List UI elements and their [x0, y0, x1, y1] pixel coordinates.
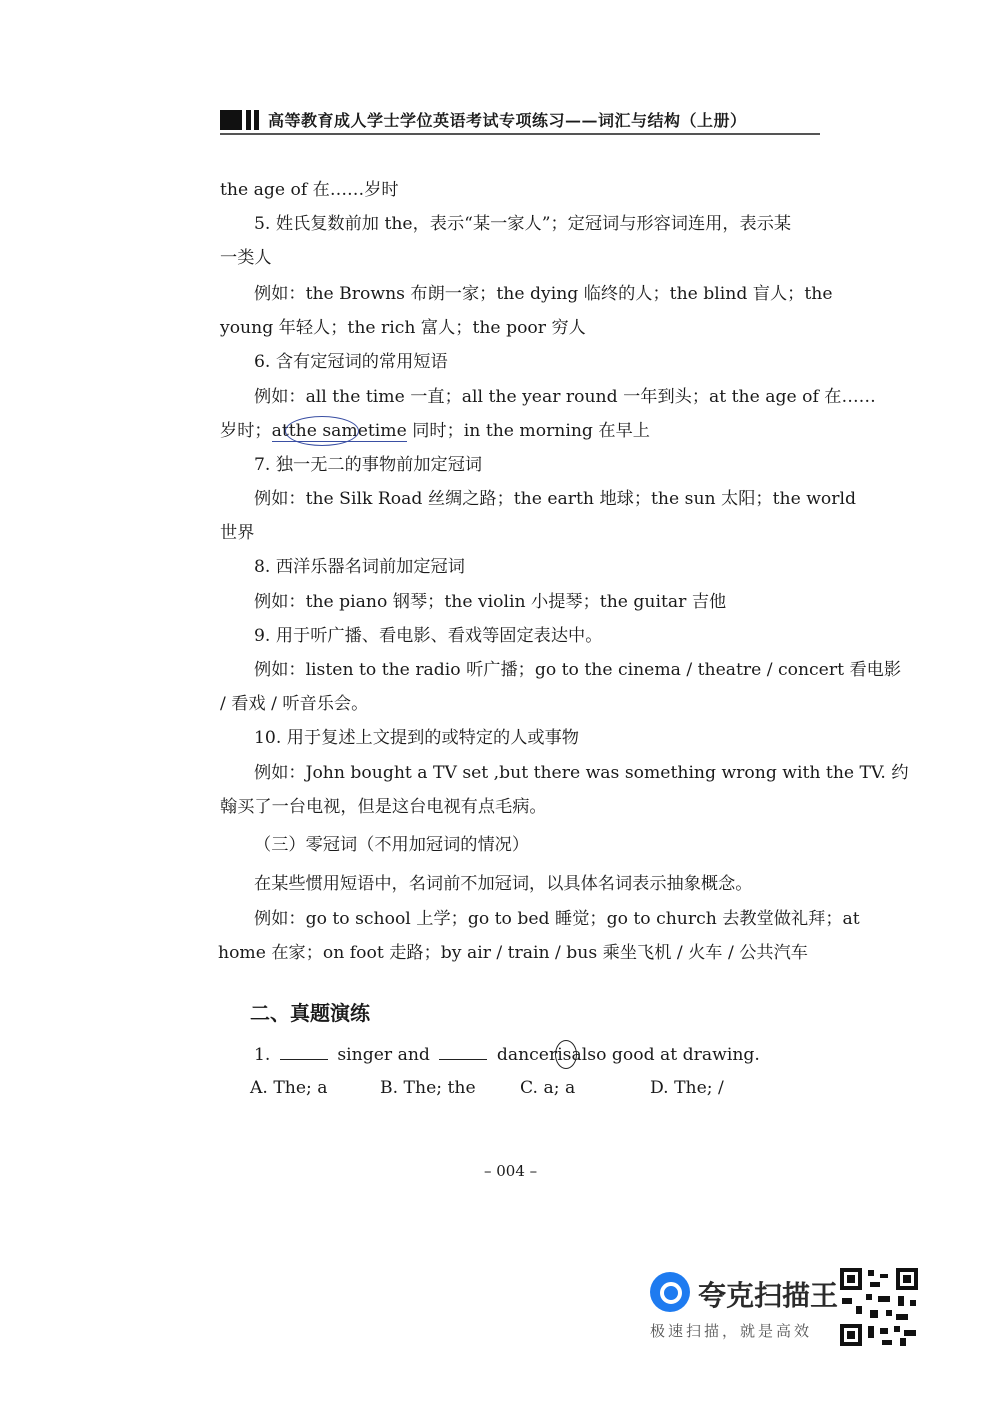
- header-title: 高等教育成人学士学位英语考试专项练习——词汇与结构（上册）: [268, 111, 747, 130]
- text-line: 9. 用于听广播、看电影、看戏等固定表达中。: [254, 626, 603, 646]
- text-line: 例如：listen to the radio 听广播；go to the cinema / theatre / concert 看电影: [254, 660, 902, 680]
- text-line: 7. 独一无二的事物前加定冠词: [254, 455, 483, 475]
- option-a[interactable]: A. The; a: [250, 1078, 328, 1098]
- option-b[interactable]: B. The; the: [380, 1078, 476, 1098]
- header-bar-mark: [254, 110, 259, 130]
- circled-word: [557, 1044, 571, 1066]
- option-c[interactable]: C. a; a: [520, 1078, 576, 1098]
- text-line: 例如：the Browns 布朗一家；the dying 临终的人；the blind 盲人；the: [254, 284, 833, 304]
- text-line-annotated: [220, 420, 650, 442]
- text-line: 10. 用于复述上文提到的或特定的人或事物: [254, 728, 579, 748]
- text-line: young 年轻人；the rich 富人；the poor 穷人: [220, 318, 586, 338]
- underlined-at: at: [271, 421, 289, 441]
- text-line: / 看戏 / 听音乐会。: [220, 694, 369, 714]
- option-d[interactable]: D. The; /: [650, 1078, 724, 1098]
- text-line: home 在家；on foot 走路；by air / train / bus 乘坐飞机 / 火车 / 公共汽车: [218, 943, 808, 963]
- header-block-mark: [220, 110, 242, 130]
- page-number: – 004 –: [484, 1162, 538, 1180]
- text-line: 翰买了一台电视，但是这台电视有点毛病。: [220, 797, 547, 817]
- scanner-logo-icon: [650, 1272, 690, 1312]
- answer-blank[interactable]: [280, 1045, 328, 1060]
- text-line: 5. 姓氏复数前加 the，表示“某一家人”；定冠词与形容词连用，表示某: [254, 214, 792, 234]
- text-line: 例如：all the time 一直；all the year round 一年到头；at the age of 在……: [254, 387, 876, 407]
- text-fragment: 同时；in the morning 在早上: [406, 421, 650, 441]
- page-header: [220, 106, 820, 134]
- header-rule: [220, 133, 820, 135]
- question-text: dancer: [496, 1045, 558, 1065]
- section-title: 二、真题演练: [250, 1001, 370, 1025]
- text-line: the age of 在……岁时: [220, 180, 399, 200]
- underlined-the-same: the same: [288, 421, 368, 441]
- text-line: 例如：the Silk Road 丝绸之路；the earth 地球；the sun 太阳；the world: [254, 489, 856, 509]
- text-line: 一类人: [220, 248, 272, 268]
- qr-code-icon: [838, 1266, 920, 1348]
- circled-phrase: [289, 420, 368, 442]
- answer-blank[interactable]: [439, 1045, 487, 1060]
- text-line: 例如：John bought a TV set ,but there was something wrong with the TV. 约: [254, 763, 909, 783]
- watermark-title: 夸克扫描王: [698, 1279, 839, 1312]
- question-text: also good at drawing.: [571, 1045, 760, 1065]
- underlined-time: time: [367, 421, 407, 441]
- text-fragment: 岁时；: [220, 421, 272, 441]
- watermark-subtitle: 极速扫描，就是高效: [650, 1322, 813, 1340]
- text-line: 世界: [220, 523, 255, 543]
- question-number: 1.: [254, 1045, 271, 1065]
- text-line: 例如：go to school 上学；go to bed 睡觉；go to church 去教堂做礼拜；at: [254, 909, 860, 929]
- question-text: singer and: [337, 1045, 430, 1065]
- header-bar-mark: [246, 110, 251, 130]
- text-line: 6. 含有定冠词的常用短语: [254, 352, 448, 372]
- text-line: 例如：the piano 钢琴；the violin 小提琴；the guitar 吉他: [254, 592, 727, 612]
- text-line: 在某些惯用短语中，名词前不加冠词，以具体名词表示抽象概念。: [254, 874, 753, 894]
- text-line: 8. 西洋乐器名词前加定冠词: [254, 557, 465, 577]
- question-text: is: [557, 1045, 572, 1065]
- question-1: [254, 1044, 760, 1066]
- subsection-heading: （三）零冠词（不用加冠词的情况）: [254, 835, 530, 855]
